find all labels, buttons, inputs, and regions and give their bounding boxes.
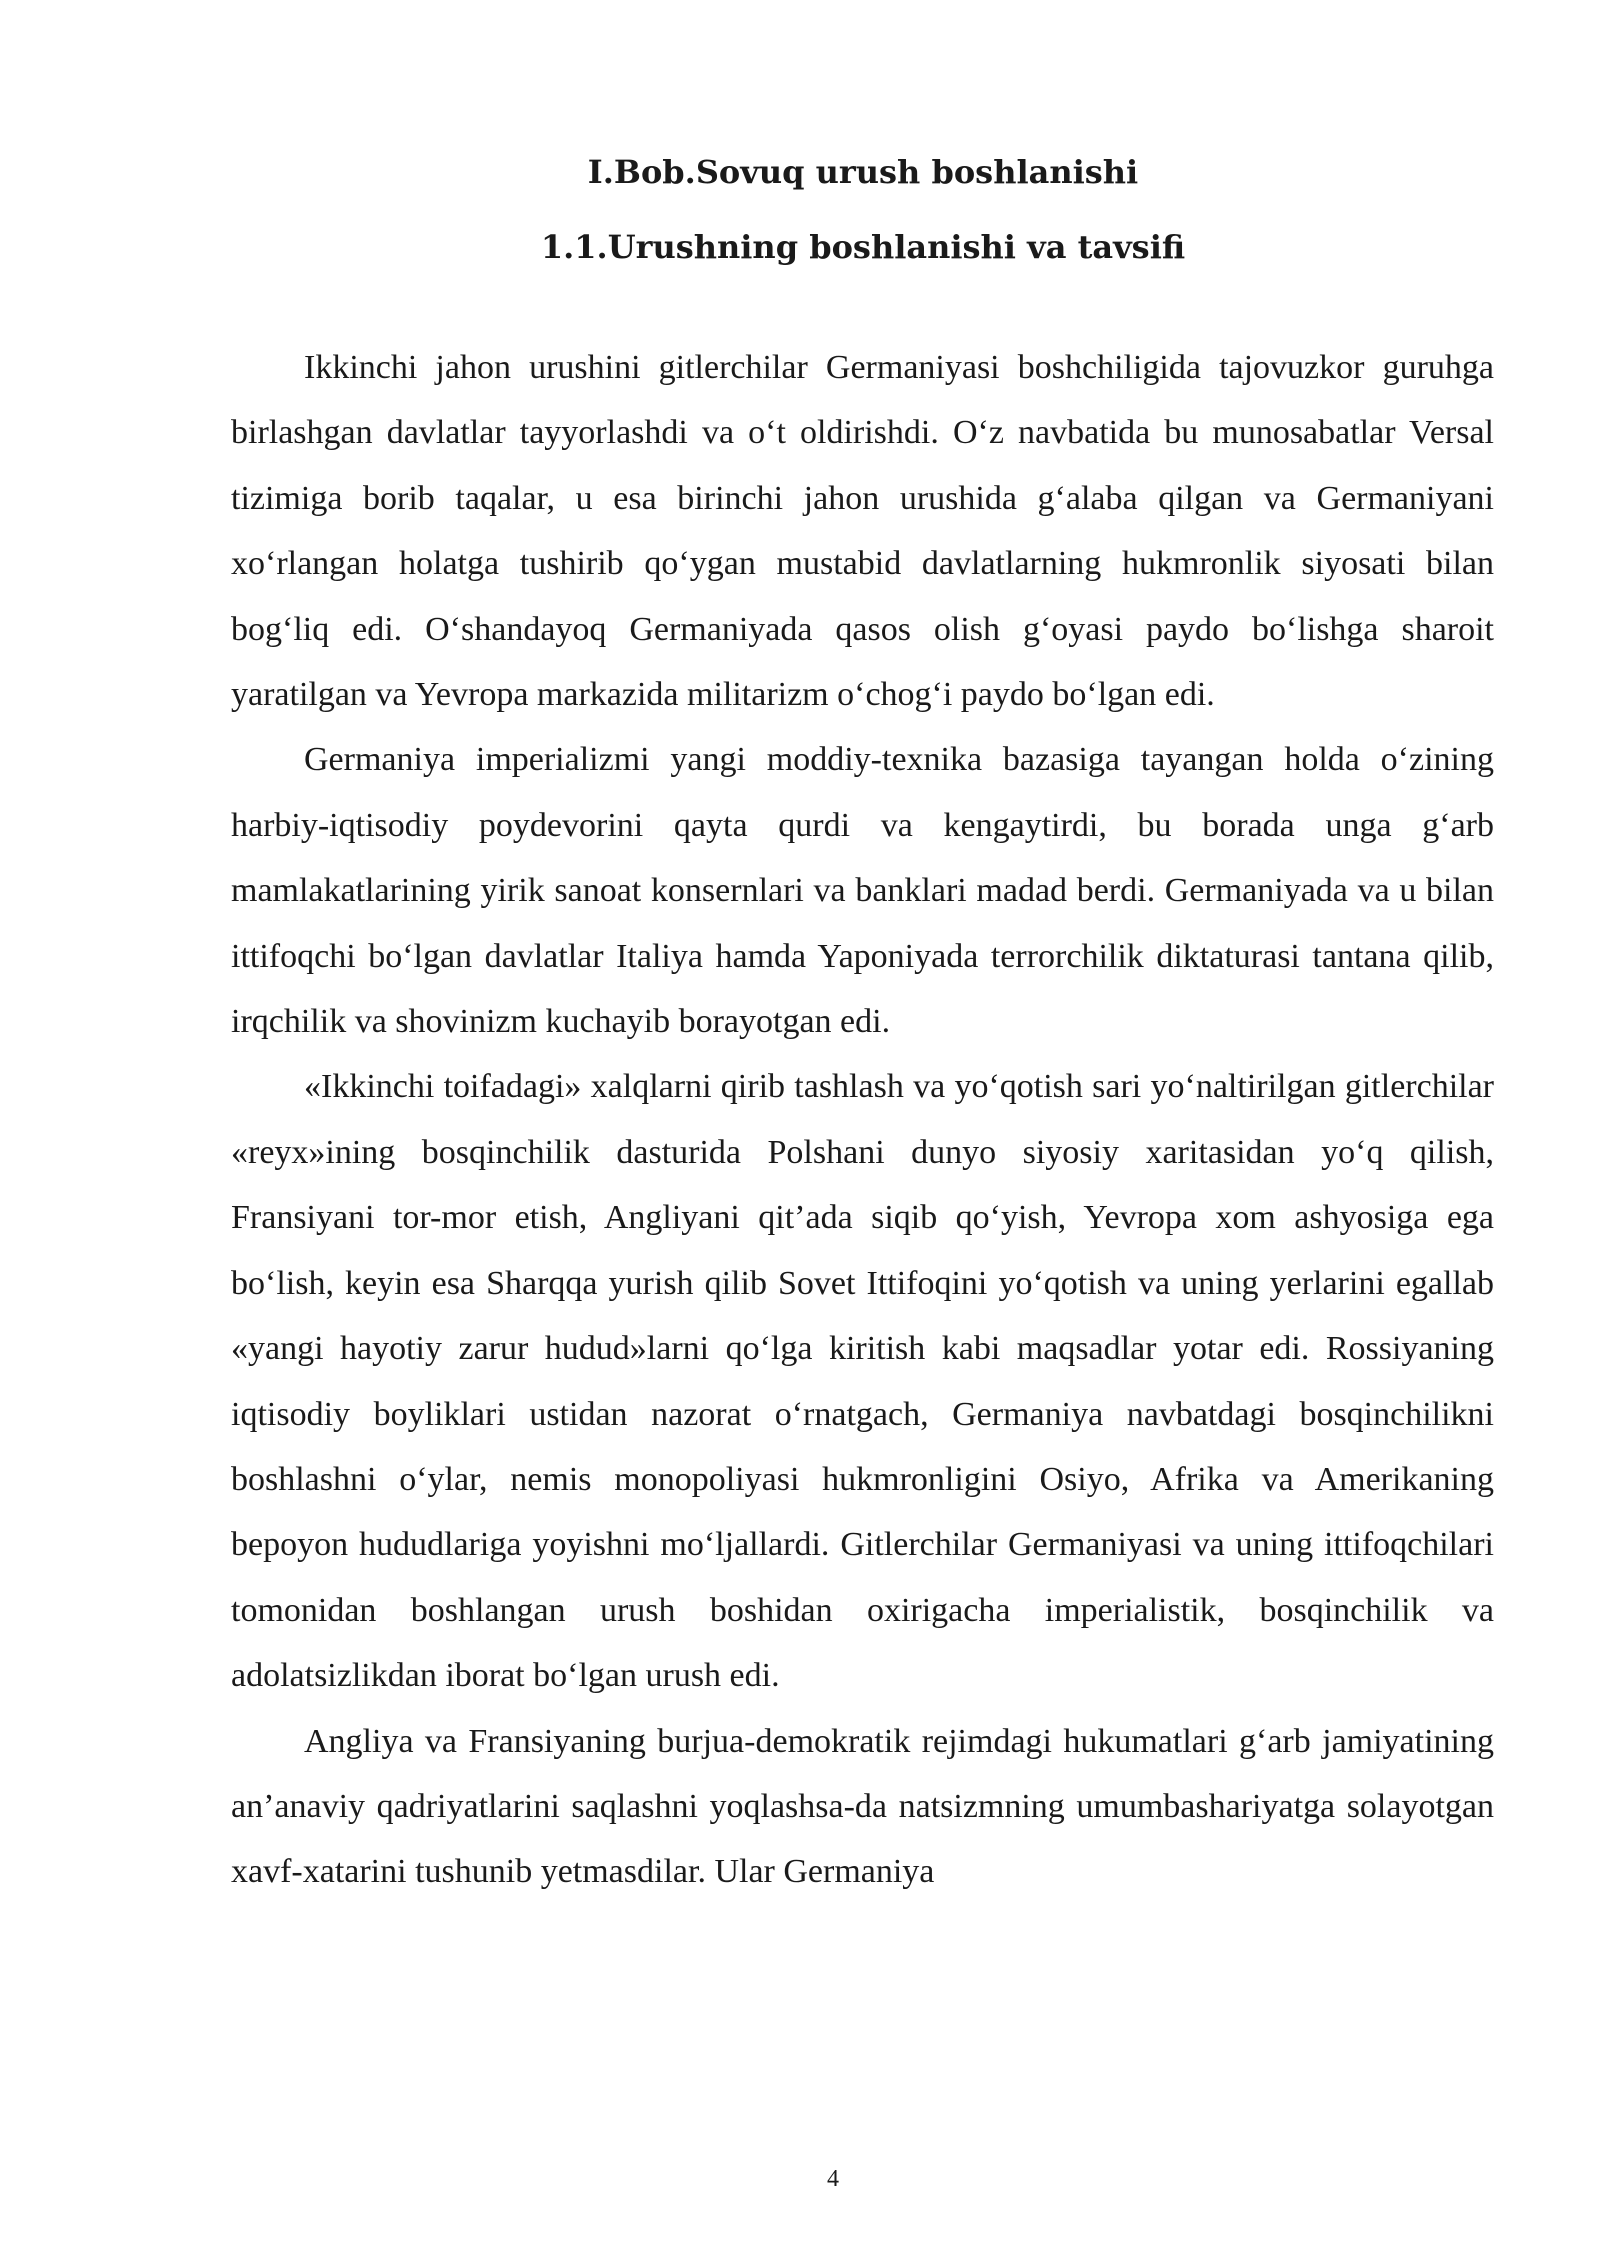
section-title: 1.1.Urushning boshlanishi va tavsifi xyxy=(540,228,1186,266)
chapter-title: I.Bob.Sovuq urush boshlanishi xyxy=(587,153,1139,191)
paragraph: Germaniya imperializmi yangi moddiy-texnika bazasiga tayangan holda o‘zining harbiy-iqtisodiy poydevorini qayta qurdi va kengaytirdi, bu borada unga g‘arb mamlakatlarining yirik sanoat konsernlari va banklari madad berdi. Germaniyada va u bilan ittifoqchi bo‘lgan davlatlar Italiya hamda Yaponiyada terrorchilik diktaturasi tantana qilib, irqchilik va shovinizm kuchayib borayotgan edi. xyxy=(231,741,1494,1041)
page-number: 4 xyxy=(827,2166,839,2192)
paragraph: Ikkinchi jahon urushini gitlerchilar Germaniyasi boshchiligida tajovuzkor guruhga birlashgan davlatlar tayyorlashdi va o‘t oldirishdi. O‘z navbatida bu munosabatlar Versal tizimiga borib taqalar, u esa birinchi jahon urushida g‘alaba qilgan va Germaniyani xo‘rlangan holatga tushirib qo‘ygan mustabid davlatlarning hukmronlik siyosati bilan bog‘liq edi. O‘shandayoq Germaniyada qasos olish g‘oyasi paydo bo‘lishga sharoit yaratilgan va Yevropa markazida militarizm o‘chog‘i paydo bo‘lgan edi. xyxy=(231,349,1494,714)
paragraph: «Ikkinchi toifadagi» xalqlarni qirib tashlash va yo‘qotish sari yo‘naltirilgan gitlerchilar «reyx»ining bosqinchilik dasturida Polshani dunyo siyosiy xaritasidan yo‘q qilish, Fransiyani tor-mor etish, Angliyani qit’ada siqib qo‘yish, Yevropa xom ashyosiga ega bo‘lish, keyin esa Sharqqa yurish qilib Sovet Ittifoqini yo‘qotish va uning yerlarini egallab «yangi hayotiy zarur hudud»larni qo‘lga kiritish kabi maqsadlar yotar edi. Rossiyaning iqtisodiy boyliklari ustidan nazorat o‘rnatgach, Germaniya navbatdagi bosqinchilikni boshlashni o‘ylar, nemis monopoliyasi hukmronligini Osiyo, Afrika va Amerikaning bepoyon hududlariga yoyishni mo‘ljallardi. Gitlerchilar Germaniyasi va uning ittifoqchilari tomonidan boshlangan urush boshidan oxirigacha imperialistik, bosqinchilik va adolatsizlikdan iborat bo‘lgan urush edi. xyxy=(231,1068,1494,1695)
paragraph: Angliya va Fransiyaning burjua-demokratik rejimdagi hukumatlari g‘arb jamiyatining an’anaviy qadriyatlarini saqlashni yoqlashsa-da natsizmning umumbashariyatga solayotgan xavf-xatarini tushunib yetmasdilar. Ular Germaniya xyxy=(231,1722,1494,1891)
body-text xyxy=(231,335,1494,1905)
